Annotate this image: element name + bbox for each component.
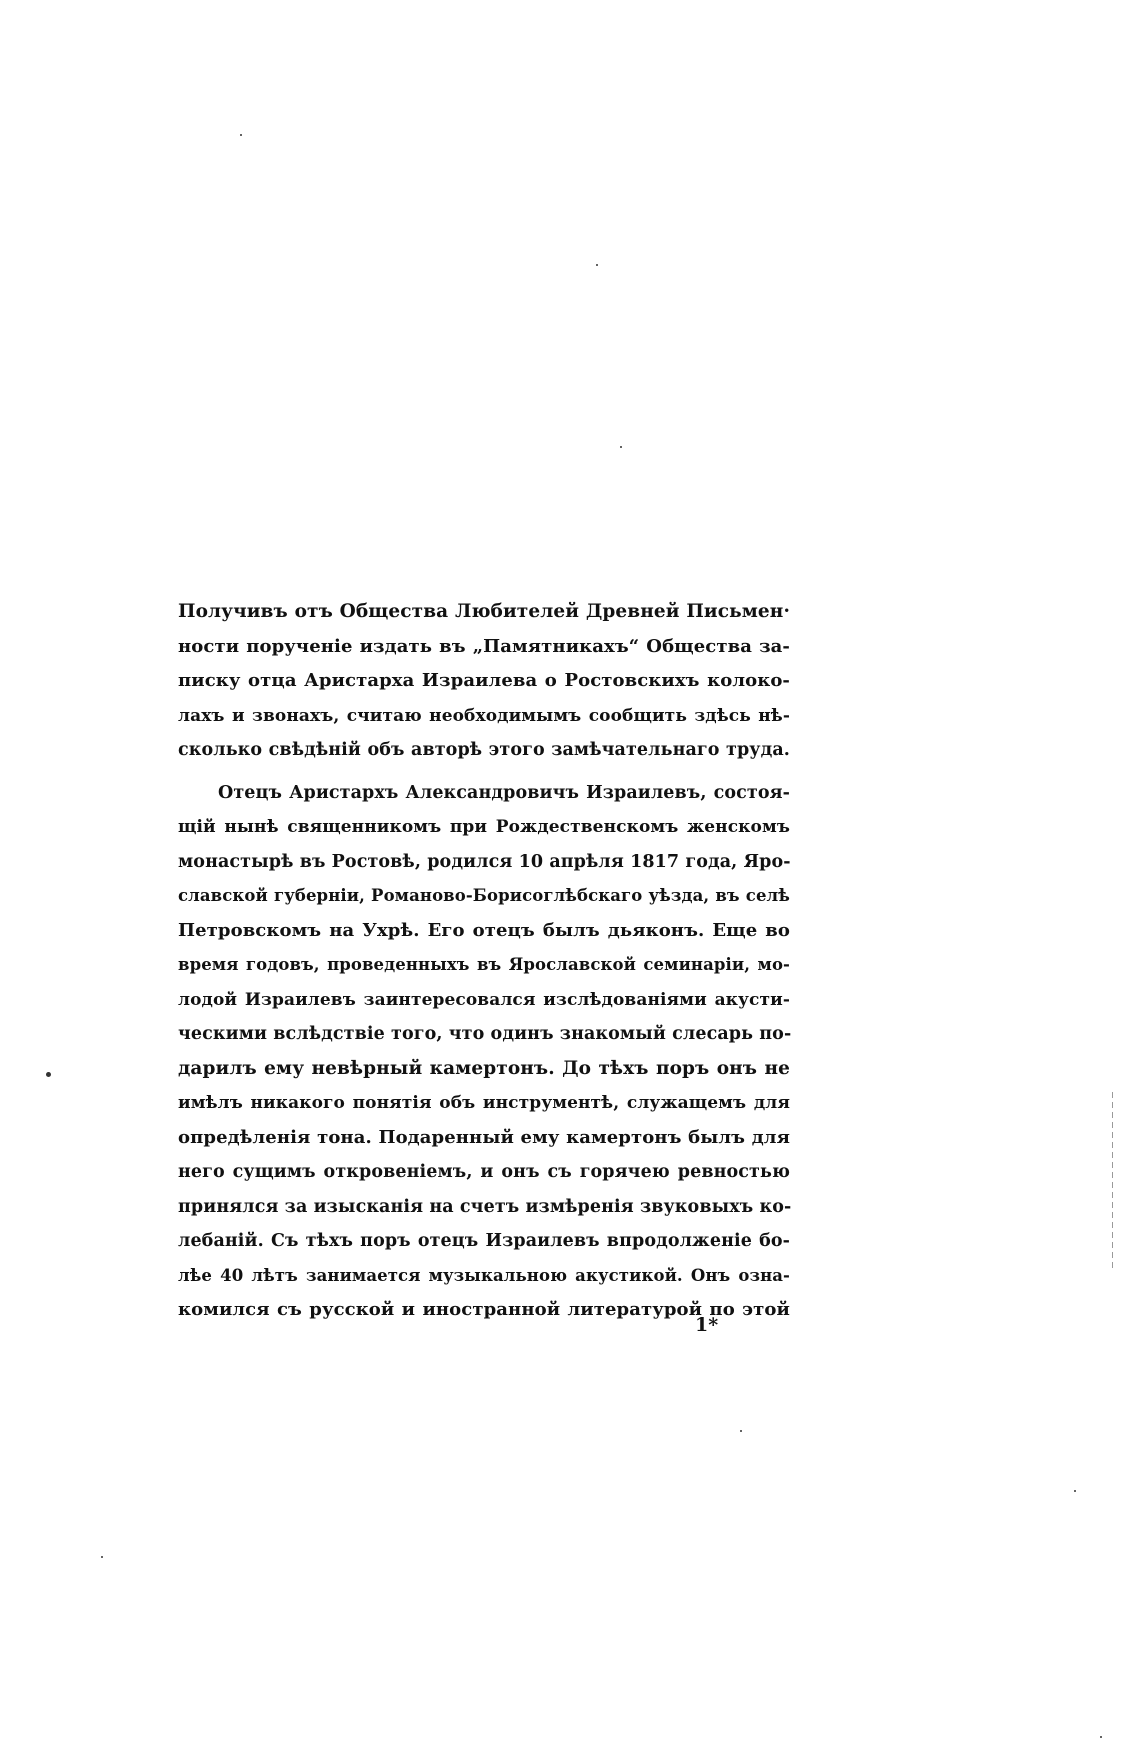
text-line: писку отца Аристарха Израилева о Ростовскихъ колоко-	[178, 670, 790, 691]
text-line: ности порученіе издать въ „Памятникахъ“ Общества за-	[178, 635, 790, 657]
text-line: лѣе 40 лѣтъ занимается музыкальною акустикой. Онъ озна-	[178, 1265, 790, 1285]
scan-speck	[46, 1072, 51, 1077]
text-line: сколько свѣдѣній объ авторѣ этого замѣчательнаго труда.	[178, 740, 790, 760]
scan-speck	[1074, 1490, 1076, 1492]
text-line: Получивъ отъ Общества Любителей Древней Письмен·	[178, 601, 790, 622]
text-line: лахъ и звонахъ, считаю необходимымъ сообщить здѣсь нѣ-	[178, 705, 790, 726]
text-line: монастырѣ въ Ростовѣ, родился 10 апрѣля 1817 года, Яро-	[178, 851, 791, 872]
text-line: щій нынѣ священникомъ при Рождественскомъ женскомъ	[178, 817, 790, 837]
text-line: имѣлъ никакого понятія объ инструментѣ, служащемъ для	[178, 1093, 790, 1113]
scan-speck	[620, 446, 622, 448]
text-line: ческими вслѣдствіе того, что одинъ знакомый слесарь по-	[178, 1024, 792, 1044]
page-number: 1*	[695, 1314, 719, 1336]
text-line: лодой Израилевъ заинтересовался изслѣдованіями акусти-	[178, 989, 790, 1010]
text-line: принялся за изысканія на счетъ измѣренія звуковыхъ ко-	[178, 1196, 792, 1217]
text-line: время годовъ, проведенныхъ въ Ярославской семинаріи, мо-	[178, 955, 790, 974]
body-text	[178, 595, 790, 1328]
text-line: славской губерніи, Романово-Борисоглѣбскаго уѣзда, въ селѣ	[178, 886, 790, 905]
scan-speck	[596, 264, 598, 266]
scan-speck	[740, 1430, 742, 1432]
scan-edge-mark	[1112, 1092, 1113, 1270]
text-line: него сущимъ откровеніемъ, и онъ съ горячею ревностью	[178, 1162, 790, 1182]
scan-speck	[1100, 1736, 1102, 1738]
text-line: комился съ русской и иностранной литературой по этой	[178, 1299, 790, 1320]
text-line: дарилъ ему невѣрный камертонъ. До тѣхъ поръ онъ не	[178, 1057, 790, 1079]
text-line: опредѣленія тона. Подаренный ему камертонъ былъ для	[178, 1126, 790, 1148]
scan-speck	[101, 1556, 103, 1558]
scan-speck	[240, 134, 242, 136]
text-line: лебаній. Съ тѣхъ поръ отецъ Израилевъ впродолженіе бо-	[178, 1231, 790, 1251]
text-line: Петровскомъ на Ухрѣ. Его отецъ былъ дьяконъ. Еще во	[178, 919, 790, 941]
text-line: Отецъ Аристархъ Александровичъ Израилевъ, состоя-	[218, 782, 790, 803]
